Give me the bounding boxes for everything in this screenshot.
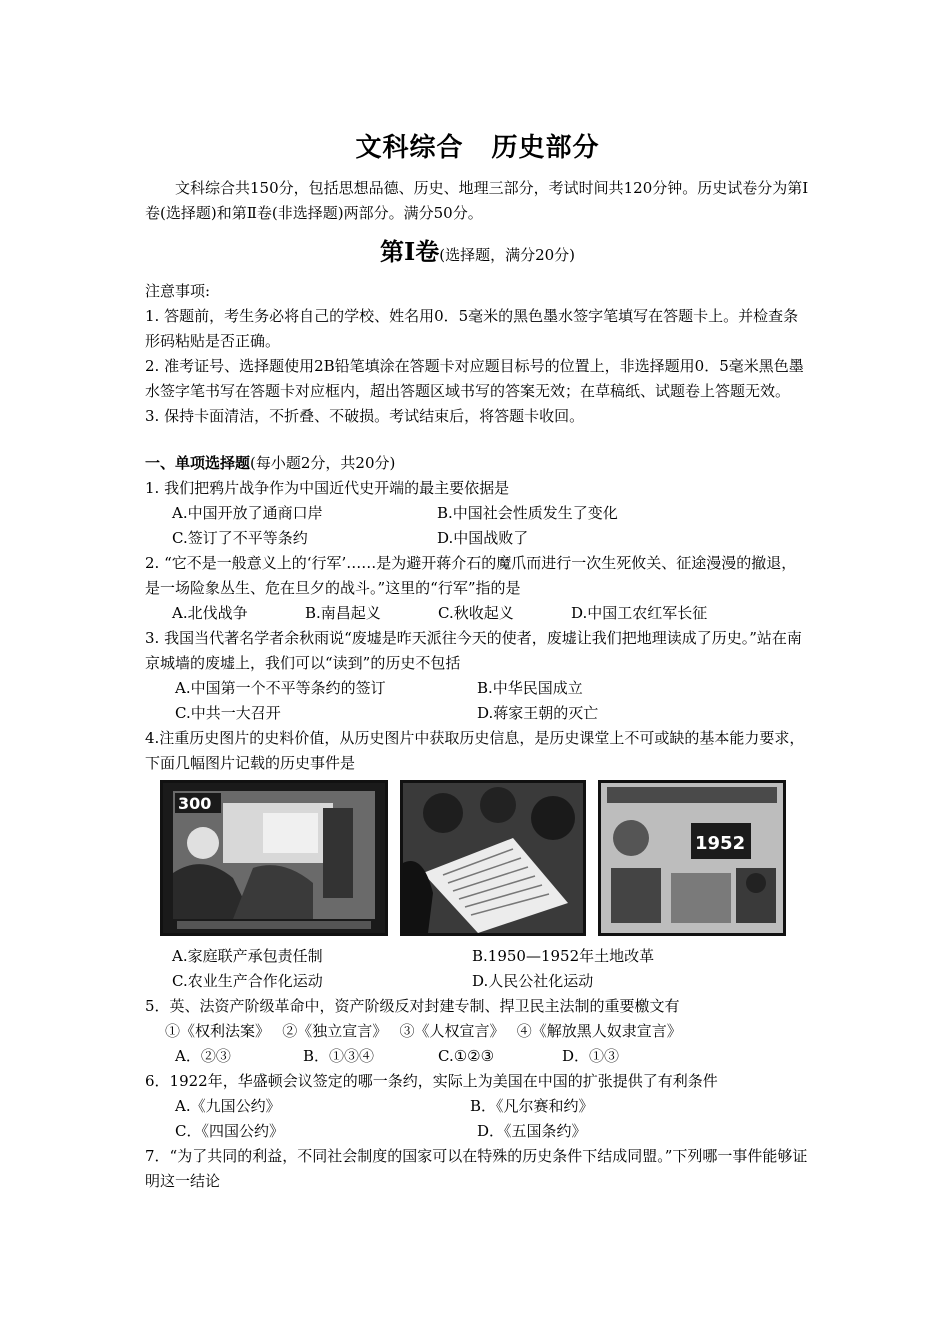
exam-page xyxy=(145,128,810,1194)
poster-picture xyxy=(598,780,786,936)
option-row xyxy=(145,676,810,701)
option-a: A.中国开放了通商口岸 xyxy=(172,504,323,522)
option-a: A.《九国公约》 xyxy=(175,1097,281,1115)
option-b: B.中国社会性质发生了变化 xyxy=(437,504,618,522)
option-a: A．②③ xyxy=(175,1047,231,1065)
option-c: C.秋收起义 xyxy=(438,604,514,622)
option-d: D.蒋家王朝的灭亡 xyxy=(477,704,599,722)
stamp-value: 300 xyxy=(178,794,212,813)
option-d: D.人民公社化运动 xyxy=(472,972,594,990)
option-b: B．①③④ xyxy=(303,1047,375,1065)
option-d: D.中国战败了 xyxy=(437,529,529,547)
notice-item: 3. 保持卡面清洁，不折叠、不破损。考试结束后，将答题卡收回。 xyxy=(145,407,585,425)
volume-title: 第Ⅰ卷 xyxy=(379,237,440,266)
option-row xyxy=(145,969,810,994)
option-b: B.南昌起义 xyxy=(305,604,381,622)
document-photo-picture xyxy=(400,780,586,936)
option-row xyxy=(145,1094,810,1119)
option-a: A.北伐战争 xyxy=(172,604,248,622)
option-row xyxy=(145,1119,810,1144)
volume-heading xyxy=(145,236,810,271)
option-d: D．①③ xyxy=(562,1047,620,1065)
option-row xyxy=(145,601,810,626)
historical-pictures xyxy=(160,780,810,936)
option-d: D．《五国条约》 xyxy=(477,1122,587,1140)
question-items: ①《权利法案》 ②《独立宣言》 ③《人权宣言》 ④《解放黑人奴隶宣言》 xyxy=(165,1022,682,1040)
question-stem: 2. “它不是一般意义上的‘行军’……是为避开蒋介石的魔爪而进行一次生死攸关、征途漫漫的撤退，是一场险象丛生、危在旦夕的战斗。”这里的“行军”指的是 xyxy=(145,554,797,597)
option-a: A.中国第一个不平等条约的签订 xyxy=(175,679,386,697)
intro-paragraph: 文科综合共150分，包括思想品德、历史、地理三部分，考试时间共120分钟。历史试卷分为第Ⅰ卷(选择题)和第Ⅱ卷(非选择题)两部分。满分50分。 xyxy=(145,179,809,222)
question-stem: 1. 我们把鸦片战争作为中国近代史开端的最主要依据是 xyxy=(145,479,510,497)
section-heading: 一、单项选择题(每小题2分，共20分) xyxy=(145,454,396,472)
question-stem: 4.注重历史图片的史料价值，从历史图片中获取历史信息，是历史课堂上不可或缺的基本能力要求，下面几幅图片记载的历史事件是 xyxy=(145,729,805,772)
question-stem: 3. 我国当代著名学者余秋雨说“废墟是昨天派往今天的使者，废墟让我们把地理读成了历史。”站在南京城墙的废墟上，我们可以“读到”的历史不包括 xyxy=(145,629,802,672)
option-row xyxy=(145,526,810,551)
question-stem: 7．“为了共同的利益，不同社会制度的国家可以在特殊的历史条件下结成同盟。”下列哪一事件能够证明这一结论 xyxy=(145,1147,808,1190)
notice-item: 1. 答题前，考生务必将自己的学校、姓名用0．5毫米的黑色墨水签字笔填写在答题卡上。并检查条形码粘贴是否正确。 xyxy=(145,307,799,350)
poster-year: 1952 xyxy=(695,833,746,854)
option-c: C.签订了不平等条约 xyxy=(172,529,308,547)
option-row xyxy=(145,501,810,526)
question-stem: 5．英、法资产阶级革命中，资产阶级反对封建专制、捍卫民主法制的重要檄文有 xyxy=(145,997,680,1015)
option-d: D.中国工农红军长征 xyxy=(571,604,708,622)
notice-item: 2. 准考证号、选择题使用2B铅笔填涂在答题卡对应题目标号的位置上，非选择题用0．5毫米黑色墨水签字笔书写在答题卡对应框内，超出答题区域书写的答案无效；在草稿纸、试题卷上答题无效。 xyxy=(145,357,804,400)
option-row xyxy=(145,1044,810,1069)
title-subject: 文科综合 xyxy=(355,133,464,163)
question-stem: 6．1922年，华盛顿会议签定的哪一条约，实际上为美国在中国的扩张提供了有利条件 xyxy=(145,1072,718,1090)
volume-note: (选择题，满分20分) xyxy=(439,246,576,264)
option-c: C.农业生产合作化运动 xyxy=(172,972,323,990)
option-a: A.家庭联产承包责任制 xyxy=(172,947,323,965)
title-part: 历史部分 xyxy=(491,133,600,163)
stamp-picture xyxy=(160,780,388,936)
option-b: B．《凡尔赛和约》 xyxy=(470,1097,594,1115)
option-c: C.中共一大召开 xyxy=(175,704,281,722)
option-c: C．《四国公约》 xyxy=(175,1122,284,1140)
option-row xyxy=(145,944,810,969)
option-c: C.①②③ xyxy=(438,1047,495,1065)
option-row xyxy=(145,701,810,726)
option-b: B.1950—1952年土地改革 xyxy=(472,947,655,965)
option-b: B.中华民国成立 xyxy=(477,679,583,697)
notice-title: 注意事项: xyxy=(145,282,211,300)
page-title xyxy=(145,128,810,168)
